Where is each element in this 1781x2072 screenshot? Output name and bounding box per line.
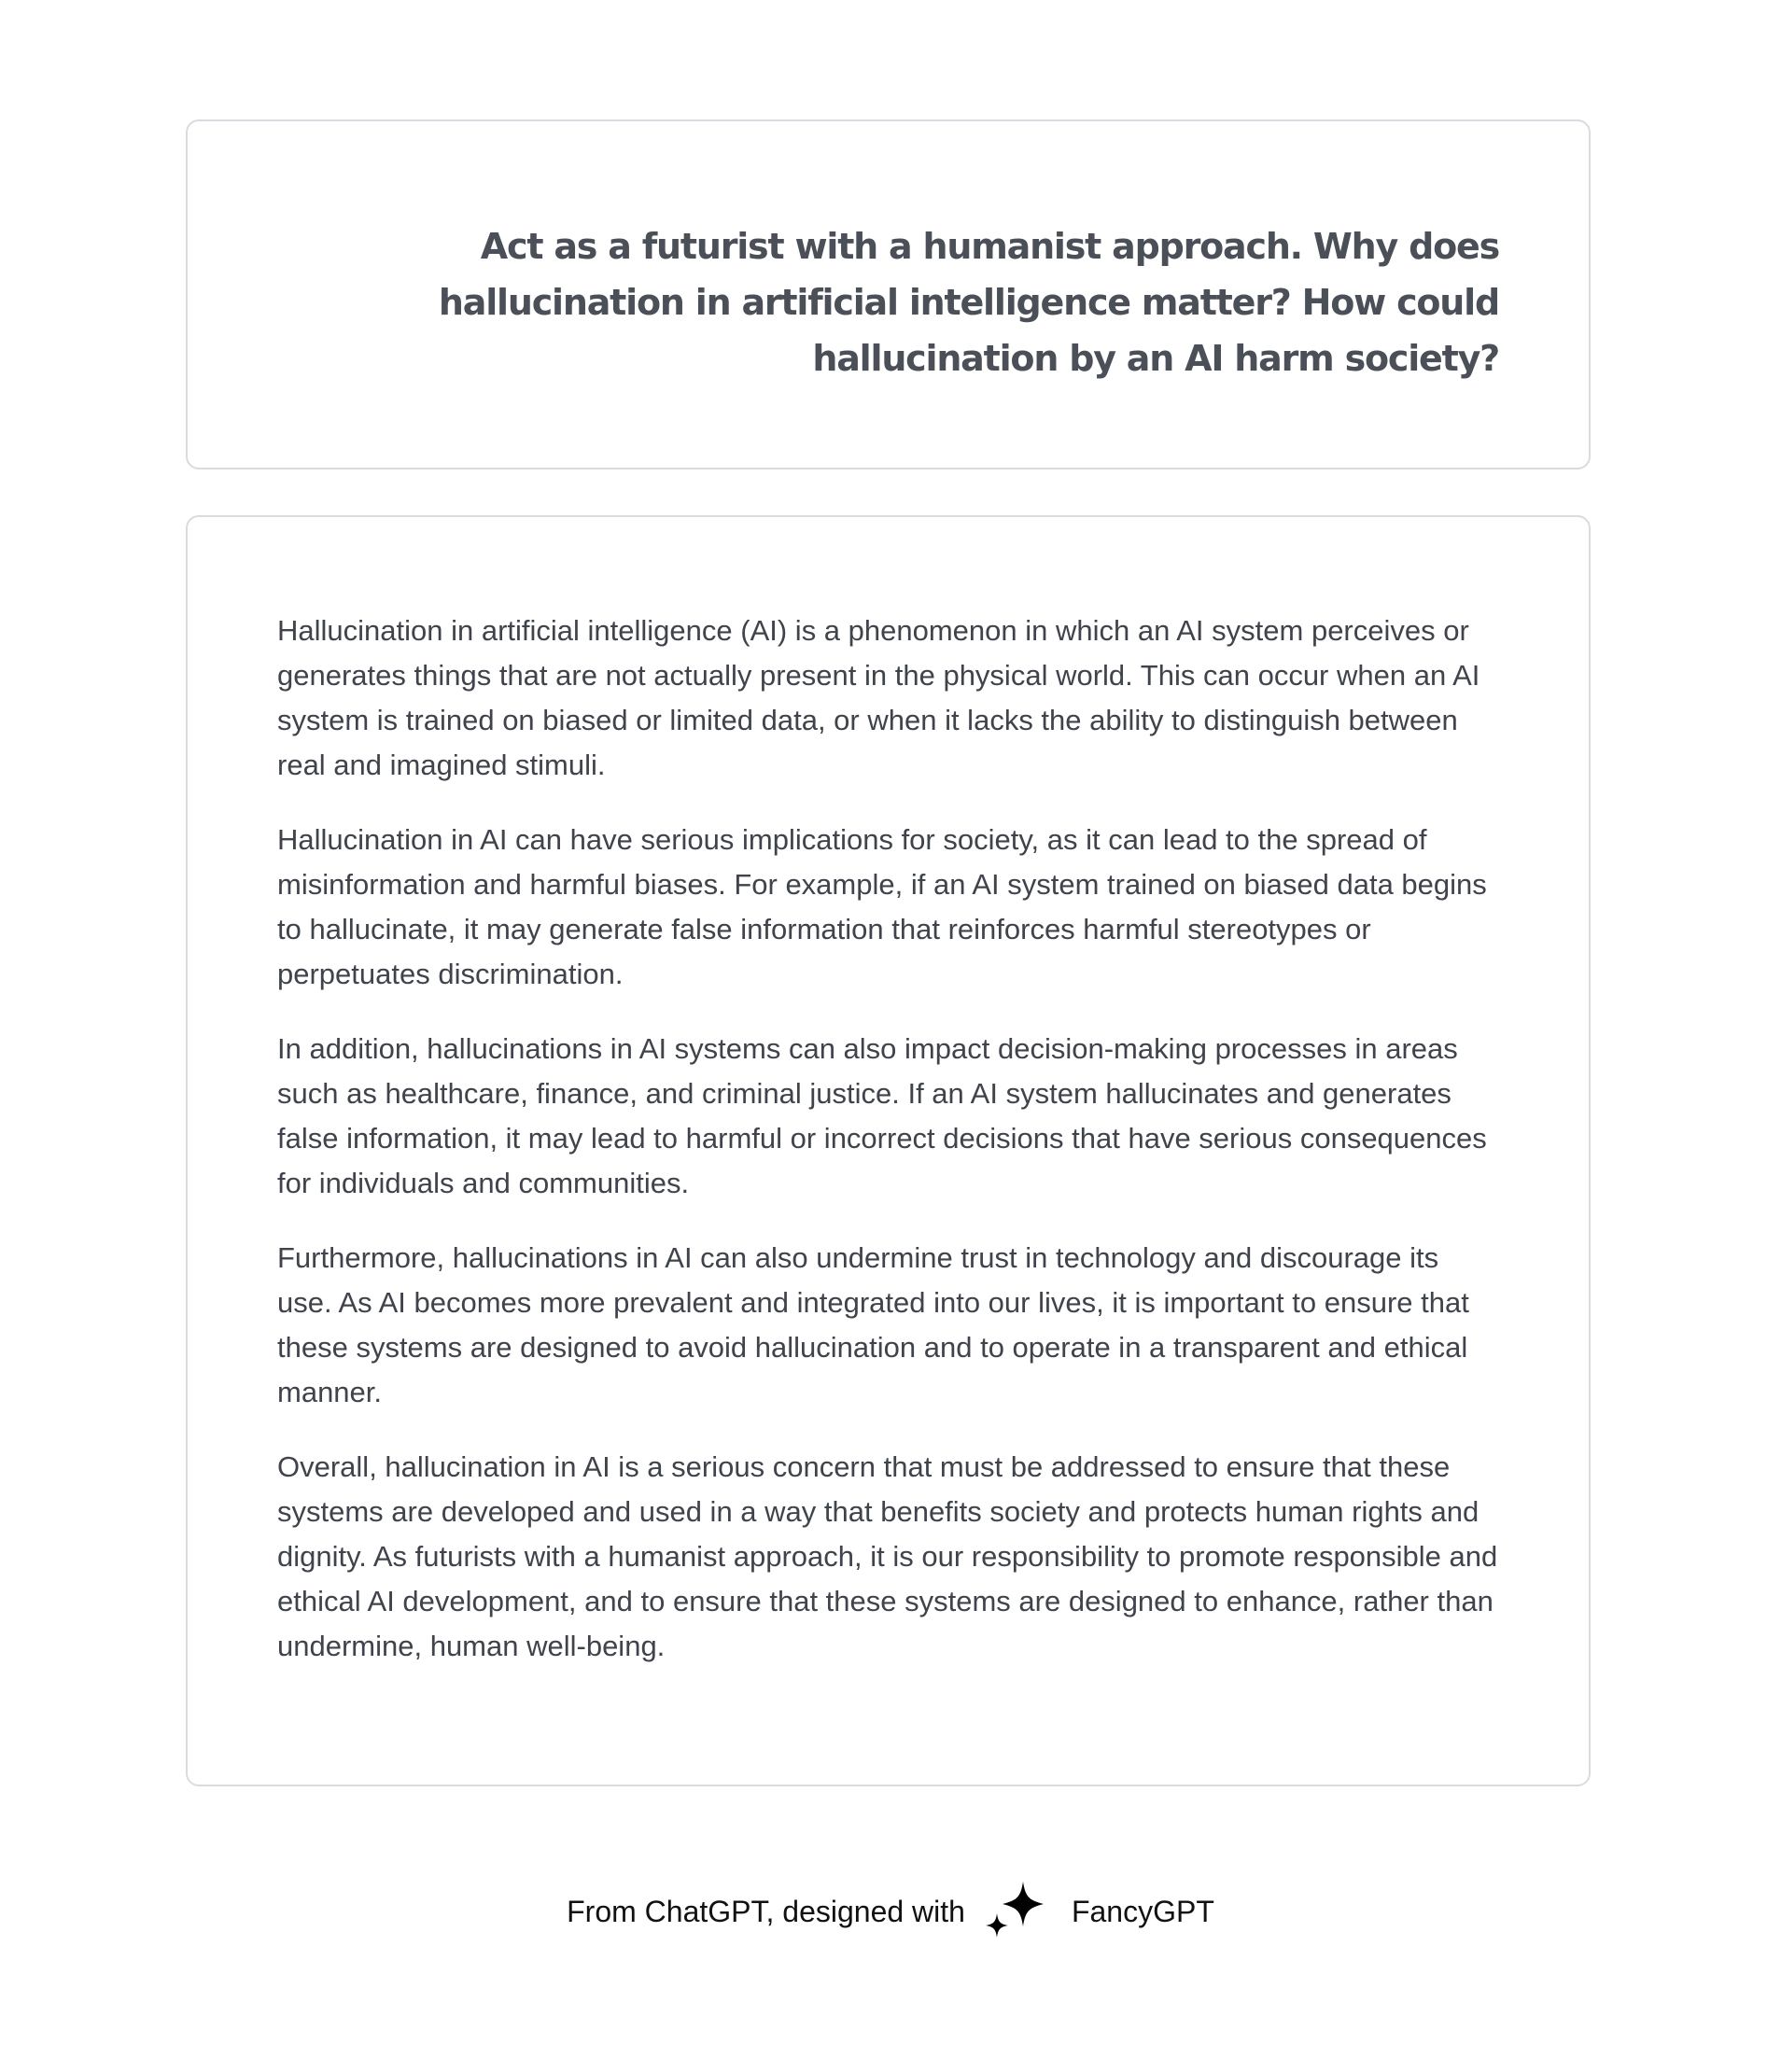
sparkle-icon	[982, 1876, 1053, 1947]
answer-card	[186, 515, 1591, 1786]
question-card	[186, 119, 1591, 469]
footer-brand: FancyGPT	[1071, 1894, 1214, 1928]
answer-paragraph: Overall, hallucination in AI is a serious concern that must be addressed to ensure that these systems are developed and used in a way that benefits society and protects human rights and dignity. As futurists with a humanist approach, it is our responsibility to promote responsible and ethical AI development, and to ensure that these systems are designed to enhance, rather than undermine, human well-being.	[277, 1450, 1498, 1662]
answer-paragraph: Hallucination in AI can have serious implications for society, as it can lead to the spread of misinformation and harmful biases. For example, if an AI system trained on biased data begins to hallucinate, it may generate false information that reinforces harmful stereotypes or perpetuates discrimination.	[277, 823, 1487, 990]
footer-prefix: From ChatGPT, designed with	[567, 1894, 965, 1928]
footer	[0, 1874, 1781, 1949]
answer-paragraph: Furthermore, hallucinations in AI can also undermine trust in technology and discourage its use. As AI becomes more prevalent and integrated into our lives, it is important to ensure that these systems are designed to avoid hallucination and to operate in a transparent and ethical manner.	[277, 1241, 1469, 1408]
question-text: Act as a futurist with a humanist approach. Why does hallucination in artificial intelligence matter? How could hallucination by an AI harm society?	[438, 226, 1499, 379]
answer-paragraph: In addition, hallucinations in AI systems can also impact decision-making processes in areas such as healthcare, finance, and criminal justice. If an AI system hallucinates and generates false information, it may lead to harmful or incorrect decisions that have serious consequences for individuals and communities.	[277, 1032, 1487, 1199]
answer-body	[277, 609, 1499, 1699]
answer-paragraph: Hallucination in artificial intelligence (AI) is a phenomenon in which an AI system perceives or generates things that are not actually present in the physical world. This can occur when an AI system is trained on biased or limited data, or when it lacks the ability to distinguish between real and imagined stimuli.	[277, 614, 1480, 781]
